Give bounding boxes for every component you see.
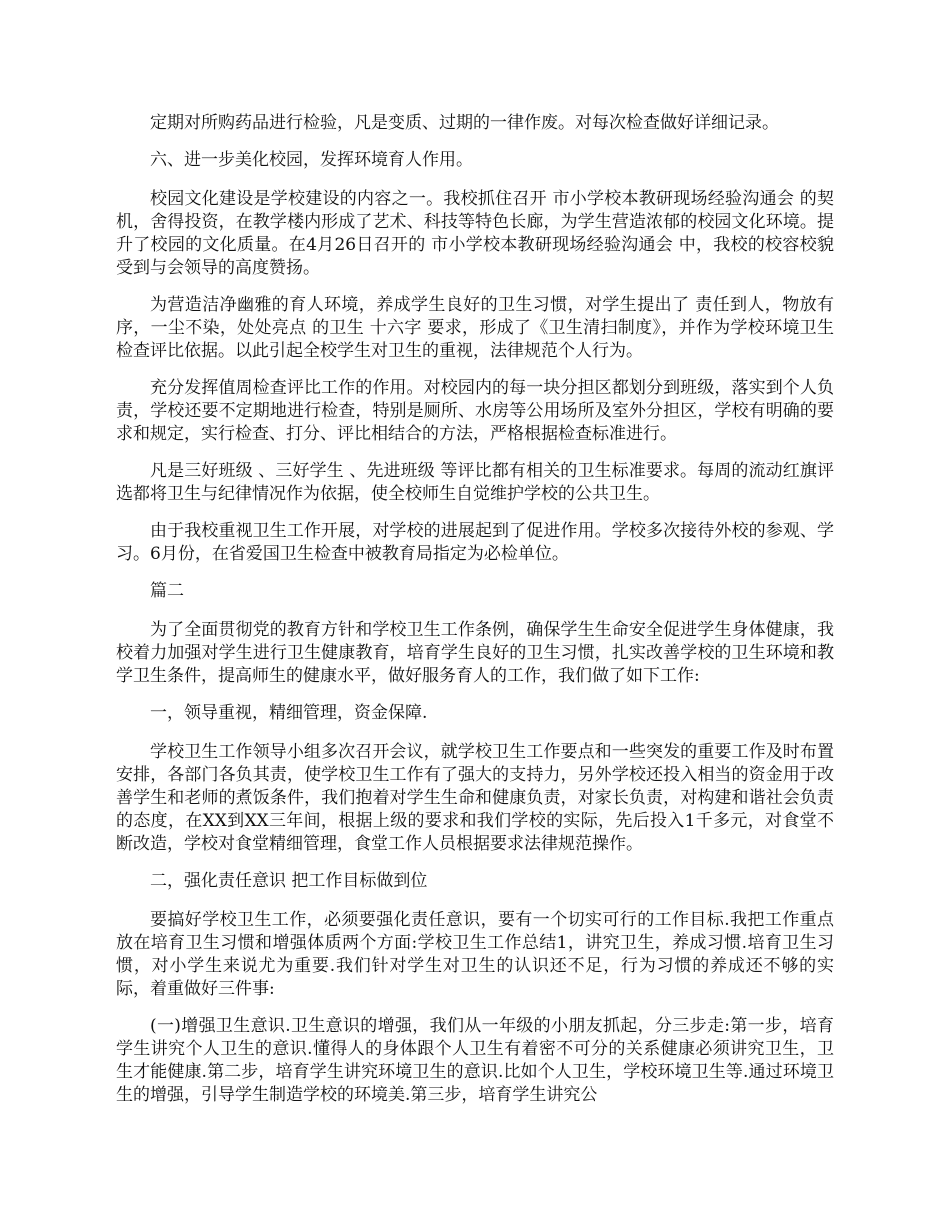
section-heading-two: 二，强化责任意识 把工作目标做到位	[150, 871, 428, 891]
paragraph-responsibility: 要搞好学校卫生工作，必须要强化责任意识，要有一个切实可行的工作目标.我把工作重点放在培育卫生习惯和增强体质两个方面:学校卫生工作总结1，讲究卫生，养成习惯.培育卫生习惯，对小学生来说尤为重要.我们针对学生对卫生的认识还不足，行为习惯的养成还不够的实际，着重做好三件事:	[116, 910, 834, 999]
paragraph-introduction: 为了全面贯彻党的教育方针和学校卫生工作条例，确保学生生命安全促进学生身体健康，我校着力加强对学生进行卫生健康教育，培育学生良好的卫生习惯，扎实改善学校的卫生环境和教学卫生条件，提高师生的健康水平，做好服务育人的工作，我们做了如下工作:	[116, 620, 834, 686]
paragraph-drug-inspection: 定期对所购药品进行检验，凡是变质、过期的一律作废。对每次检查做好详细记录。	[150, 113, 779, 133]
paragraph-campus-culture: 校园文化建设是学校建设的内容之一。我校抓住召开 市小学校本教研现场经验沟通会 的契机，舍得投资，在教学楼内形成了艺术、科技等特色长廊，为学生营造浓郁的校园文化环境。提升了校园的文化质量。在4月26日召开的 市小学校本教研现场经验沟通会 中，我校的校容校貌受到与会领导的高度赞扬。	[116, 189, 834, 278]
paragraph-hygiene-habits: 为营造洁净幽雅的育人环境，养成学生良好的卫生习惯，对学生提出了 责任到人，物放有序，一尘不染，处处亮点 的卫生 十六字 要求，形成了《卫生清扫制度》，并作为学校环境卫生检查评比依据。以此引起全校学生对卫生的重视，法律规范个人行为。	[116, 295, 834, 361]
paragraph-results: 由于我校重视卫生工作开展，对学校的进展起到了促进作用。学校多次接待外校的参观、学习。6月份，在省爱国卫生检查中被教育局指定为必检单位。	[116, 521, 834, 564]
paragraph-hygiene-awareness: (一)增强卫生意识.卫生意识的增强，我们从一年级的小朋友抓起，分三步走:第一步，培育学生讲究个人卫生的意识.懂得人的身体跟个人卫生有着密不可分的关系健康必须讲究卫生，卫生才能健康.第二步，培育学生讲究环境卫生的意识.比如个人卫生，学校环境卫生等.通过环境卫生的增强，引导学生制造学校的环境美.第三步，培育学生讲究公	[116, 1016, 834, 1105]
section-heading-part-two: 篇二	[150, 581, 184, 601]
paragraph-weekly-inspection: 充分发挥值周检查评比工作的作用。对校园内的每一块分担区都划分到班级，落实到个人负责，学校还要不定期地进行检查，特别是厕所、水房等公用场所及室外分担区，学校有明确的要求和规定，实行检查、打分、评比相结合的方法，严格根据检查标准进行。	[116, 378, 834, 444]
section-heading-one: 一，领导重视，精细管理，资金保障.	[150, 703, 428, 723]
section-heading-six: 六、进一步美化校园，发挥环境育人作用。	[150, 150, 473, 170]
paragraph-evaluation-standards: 凡是三好班级 、三好学生 、先进班级 等评比都有相关的卫生标准要求。每周的流动红旗评选都将卫生与纪律情况作为依据，使全校师生自觉维护学校的公共卫生。	[116, 461, 834, 504]
paragraph-leadership: 学校卫生工作领导小组多次召开会议，就学校卫生工作要点和一些突发的重要工作及时布置安排，各部门各负其责，使学校卫生工作有了强大的支持力，另外学校还投入相当的资金用于改善学生和老师的煮饭条件，我们抱着对学生生命和健康负责，对家长负责，对构建和谐社会负责的态度，在XX到XX三年间，根据上级的要求和我们学校的实际，先后投入1千多元，对食堂不断改造，学校对食堂精细管理，食堂工作人员根据要求法律规范操作。	[116, 742, 834, 854]
